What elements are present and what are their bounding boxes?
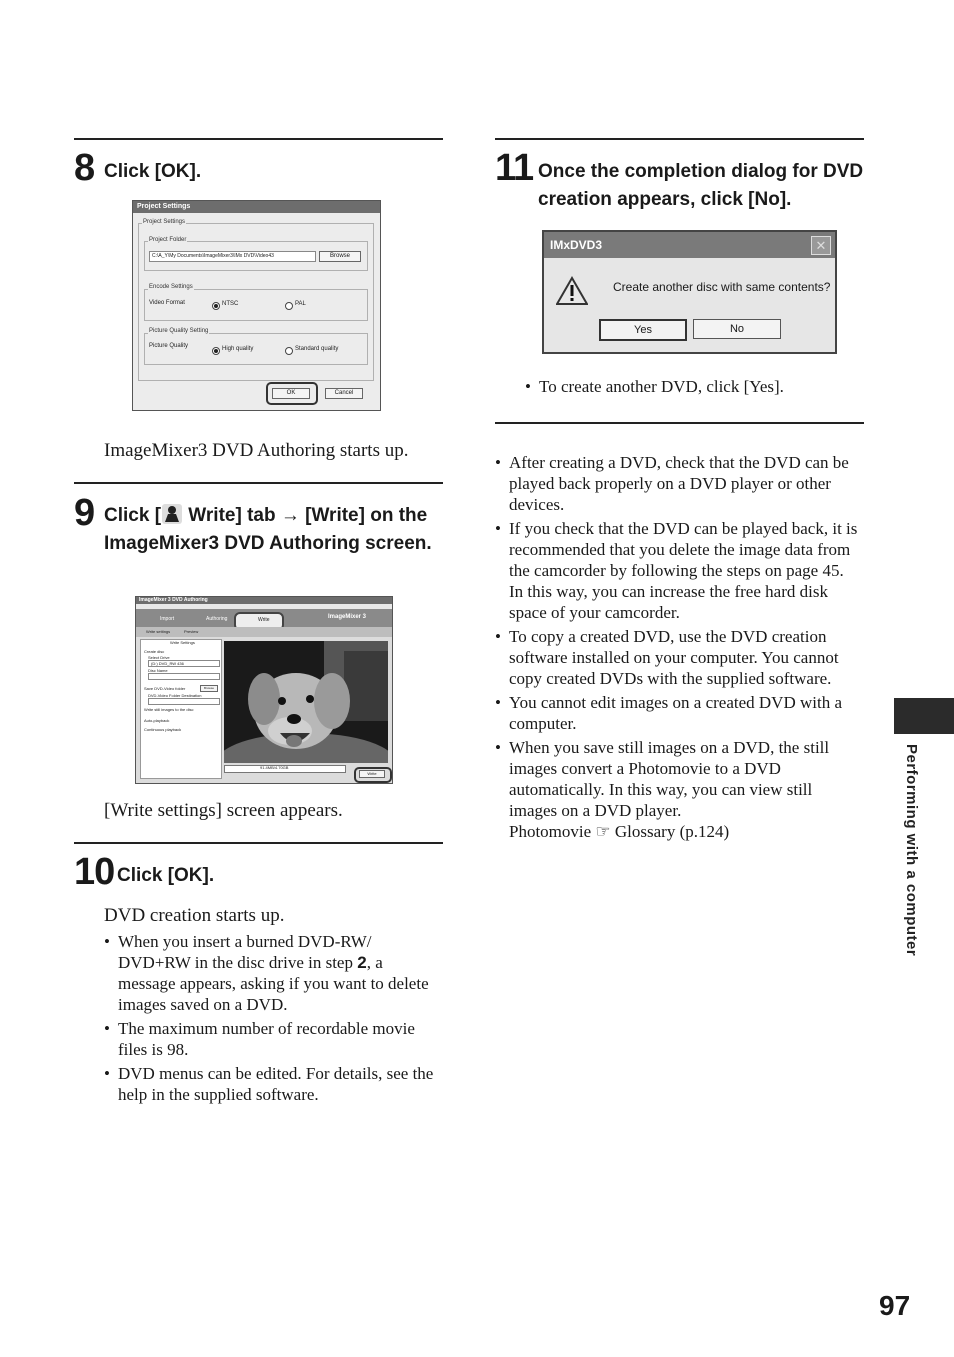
completion-dialog-screenshot	[542, 230, 837, 354]
group-label: Picture Quality Setting	[149, 328, 209, 334]
browse-button[interactable]: Browse	[319, 251, 361, 262]
note-item: • To copy a created DVD, use the DVD creation software installed on your computer. You cannot copy created DVDs with the supplied software.	[495, 626, 862, 689]
step-number: 11	[495, 147, 534, 189]
group-label: Project Settings	[143, 219, 186, 225]
bullet-text-tail: , a message appears, asking if you want to delete images saved on a DVD.	[118, 953, 429, 1014]
preview-image	[224, 641, 388, 763]
page-number: 97	[879, 1290, 911, 1321]
disc-name-label: Disc Name	[148, 668, 168, 673]
picture-quality-label: Picture Quality	[149, 343, 189, 349]
video-format-label: Video Format	[149, 300, 185, 306]
no-button[interactable]: No	[693, 319, 781, 339]
group-label: Encode Settings	[149, 284, 193, 290]
step-number: 10	[74, 851, 115, 893]
disc-name-input[interactable]	[148, 673, 220, 680]
bullet-text: When you insert a burned DVD-RW/ DVD+RW in the disc drive in step	[118, 932, 372, 972]
tab-import[interactable]: Import	[160, 616, 175, 622]
auto-playback-option[interactable]: Auto-playback	[144, 718, 170, 723]
app-subtabbar	[136, 627, 392, 637]
step-title: Click [OK].	[117, 865, 215, 886]
section-rule	[74, 138, 443, 140]
step-result-text: DVD creation starts up.	[104, 905, 285, 926]
tab-write-label: Write	[258, 617, 270, 623]
step-title-start: Click [	[104, 505, 162, 526]
section-rule	[495, 422, 864, 424]
step10-bullets	[104, 931, 444, 1108]
subtab-preview[interactable]: Preview	[184, 629, 199, 634]
high-quality-label: High quality	[222, 346, 254, 352]
note-text: When you save still images on a DVD, the still images convert a Photomovie to a DVD automatically. In this way, you can view still images on a DVD player.	[509, 738, 830, 820]
step-title: Click [OK].	[104, 161, 202, 182]
note-item: • You cannot edit images on a created DVD with a computer.	[495, 692, 862, 734]
section-rule	[495, 138, 864, 140]
tab-authoring[interactable]: Authoring	[206, 616, 228, 622]
high-quality-radio[interactable]	[212, 347, 220, 355]
ntsc-label: NTSC	[222, 301, 239, 307]
step-title-end: Write] tab → [Write] on the ImageMixer3 DVD Authoring screen.	[104, 505, 432, 554]
step-result-text: [Write settings] screen appears.	[104, 800, 343, 821]
step-reference: 2	[357, 953, 367, 972]
section-rule	[74, 482, 443, 484]
note-item: • After creating a DVD, check that the DVD can be played back properly on a DVD player or other devices.	[495, 452, 862, 515]
app-titlebar: ImageMixer 3 DVD Authoring	[136, 597, 392, 604]
save-folder-option[interactable]: Save DVD-Video folder	[144, 686, 186, 691]
pal-label: PAL	[295, 301, 306, 307]
standard-quality-label: Standard quality	[295, 346, 339, 352]
section-side-label: Performing with a computer	[903, 744, 920, 957]
step-number: 9	[74, 492, 95, 534]
section-rule	[74, 842, 443, 844]
pal-radio[interactable]	[285, 302, 293, 310]
standard-quality-radio[interactable]	[285, 347, 293, 355]
cancel-button[interactable]: Cancel	[325, 388, 363, 399]
ntsc-radio[interactable]	[212, 302, 220, 310]
section-tab-marker	[894, 698, 954, 734]
folder-path-field[interactable]: C:\A_Y\My Documents\ImageMixer3\IMx DVD\Video43	[149, 251, 316, 262]
dialog-titlebar: IMxDVD3	[544, 232, 835, 258]
subtab-write-settings[interactable]: Write settings	[146, 629, 171, 634]
warning-icon	[556, 276, 588, 311]
notes-list	[495, 452, 862, 845]
note-item	[495, 737, 862, 842]
bullet-item: • To create another DVD, click [Yes].	[525, 376, 855, 397]
glossary-reference[interactable]: Photomovie ☞ Glossary (p.124)	[509, 822, 730, 841]
ok-button[interactable]: OK	[272, 388, 310, 399]
folder-destination-input[interactable]	[148, 698, 220, 705]
continuous-playback-option[interactable]: Continuous playback	[144, 727, 182, 732]
dialog-titlebar: Project Settings	[133, 201, 380, 213]
capacity-text: 91.4MB/4.70GB	[260, 765, 289, 770]
bullet-item	[104, 931, 444, 1015]
step-title: Once the completion dialog for DVD creation appears, click [No].	[538, 161, 864, 210]
group-label: Project Folder	[149, 237, 187, 243]
yes-button[interactable]: Yes	[599, 319, 687, 341]
app-brand: ImageMixer 3	[328, 614, 367, 620]
bullet-item: • DVD menus can be edited. For details, see the help in the supplied software.	[104, 1063, 444, 1105]
step11-note	[525, 376, 855, 400]
write-still-images-option[interactable]: Write still images to the disc	[144, 707, 194, 712]
step-result-text: ImageMixer3 DVD Authoring starts up.	[104, 440, 409, 461]
project-settings-screenshot	[132, 200, 381, 411]
dialog-message: Create another disc with same contents?	[613, 280, 831, 294]
authoring-screenshot	[135, 596, 393, 784]
step-number: 8	[74, 147, 95, 189]
step-title	[104, 502, 444, 558]
drive-select[interactable]: (D:) DVD_RW 436	[148, 660, 220, 667]
write-tab-icon	[161, 503, 183, 525]
folder-destination-label: DVD-Video Folder Destination	[148, 693, 202, 698]
write-button[interactable]: Write	[359, 770, 385, 778]
close-icon[interactable]: ✕	[811, 236, 831, 255]
select-drive-label: Select Drive	[148, 655, 170, 660]
bullet-item: • The maximum number of recordable movie files is 98.	[104, 1018, 444, 1060]
create-disc-option[interactable]: Create disc	[144, 649, 165, 654]
panel-title: Write Settings	[170, 640, 195, 645]
browse-button[interactable]: Browse	[200, 685, 218, 692]
note-item: • If you check that the DVD can be played back, it is recommended that you delete the image data from the camcorder by following the steps on page 45. In this way, you can increase the free hard disk space of your camcorder.	[495, 518, 862, 623]
